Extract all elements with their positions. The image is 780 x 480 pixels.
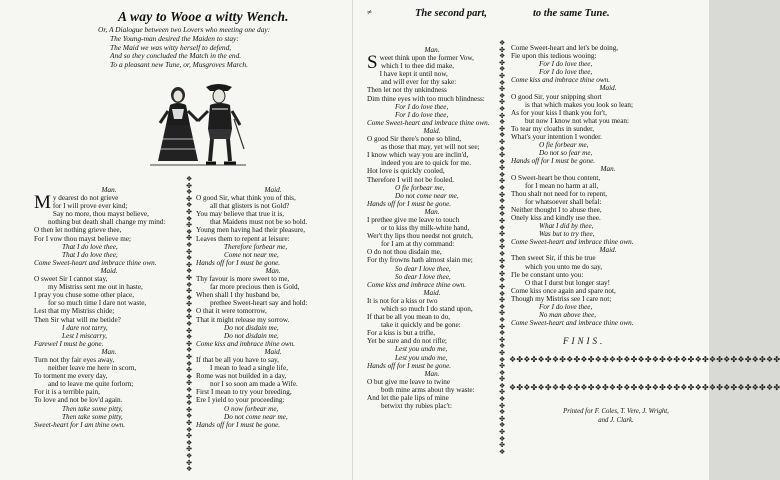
verse-line: and to leave me quite forlorn; (48, 380, 134, 389)
verse-line: What's your intention I wonder. (511, 133, 602, 142)
verse-line: Then Sir what will me betide? (34, 315, 121, 324)
verse-line: far more precious then is Gold, (210, 283, 300, 292)
subtitle-line: To a pleasant new Tune, or, Musgroves March. (110, 60, 248, 70)
verse-line: for so much time I dare not waste, (48, 299, 147, 308)
verse-line: For it is a terrible pain, (34, 388, 100, 397)
verse-line: indeed you are to quick for me. (381, 159, 472, 168)
verse-line: nothing but death shall change my mind: (48, 218, 166, 227)
verse-line: Hands off for I must be gone. (196, 258, 281, 267)
verse-line: Yet be sure and do not rifle; (367, 337, 447, 346)
verse-line: O sweet Sir I cannot stay, (34, 275, 108, 284)
right-page (353, 0, 780, 480)
verse-line: O that I durst but longer stay! (525, 278, 611, 287)
verse-line: Hands off for I must be gone. (367, 361, 452, 370)
verse-line: O fie forbear me, (395, 183, 445, 192)
verse-line: For thy frowns hath almost slain me; (367, 256, 473, 265)
verse-line: all that glisters is not Gold? (210, 202, 290, 211)
speaker-label: Man. (424, 46, 440, 54)
verse-line: Come Sweet-heart and imbrace thine own. (34, 258, 157, 267)
verse-line: What I did by thee, (539, 222, 594, 231)
verse-line: for I mean no harm at all, (525, 181, 599, 190)
speaker-label: Maid. (599, 84, 617, 93)
verse-line: If that be all you mean to do, (367, 313, 451, 322)
speaker-label: Maid. (423, 126, 441, 135)
horizontal-ornament: ❖✤❖✤❖✤❖✤❖✤❖✤❖✤❖✤❖✤❖✤❖✤❖✤❖✤❖✤❖✤❖✤❖✤❖✤❖✤ (509, 355, 780, 364)
verse-line: which I to thee did make, (381, 62, 455, 71)
ballad-title: A way to Wooe a witty Wench. (118, 9, 289, 24)
finis-label: FINIS. (563, 336, 606, 346)
verse-line: Do not so fear me, (539, 149, 593, 158)
verse-line: Hands off for I must be gone. (196, 420, 281, 429)
verse-line: Dim thine eyes with too much blindness: (367, 94, 485, 103)
verse-line: You may believe that true it is, (196, 210, 285, 219)
verse-line: Come Sweet-heart and let's be doing, (511, 44, 619, 52)
verse-line: First I mean to try your breeding, (196, 388, 292, 397)
verse-line: nor I so soon am made a Wife. (210, 380, 298, 389)
speaker-label: Maid. (599, 246, 617, 255)
verse-line: Come kiss and imbrace thine own. (367, 280, 467, 289)
verse-line: Then sweet Sir, if this be true (511, 254, 596, 263)
speaker-label: Man. (101, 186, 117, 194)
verse-line: as those that may, yet will not see; (381, 143, 480, 152)
verse-line: Then take some pitty, (62, 404, 123, 413)
left-page (0, 0, 353, 480)
verse-line: When shall I thy husband be, (196, 291, 280, 300)
verse-line: Come not near me, (224, 250, 279, 259)
verse-line: O now forbear me, (224, 404, 279, 413)
verse-line: Lest you undo me, (395, 345, 448, 354)
vertical-ornament: ❖ ✤ ❖ ✤ ❖ ✤ ❖ ✤ ❖ ✤ ❖ ✤ ❖ ✤ ❖ ✤ ❖ ✤ ❖ ✤ ❖ ✤ ❖ ✤ ❖ ✤ ❖ ✤ ❖ ✤ ❖ ✤ ❖ ✤ ❖ ✤ ❖ ✤ ❖ ✤ ❖ ✤ ❖ ✤ ❖ ✤ ❖ ✤ ❖ ✤ ❖ ✤ ❖ ✤ ❖ ✤ ❖ ✤ ❖ ✤ ❖ ✤ ❖ (499, 39, 506, 456)
verse-line: That it might release my sorrow. (196, 315, 290, 324)
verse-line: Hands off for I must be gone. (511, 157, 596, 166)
left-column-2 (196, 186, 350, 429)
verse-line: Sweet-heart for I am thine own. (34, 420, 126, 429)
right-column-2 (511, 44, 705, 327)
verse-line: neither leave me here in scorn, (48, 364, 137, 373)
tune-title: to the same Tune. (533, 8, 610, 19)
verse-line: Wer't thy lips thou needst not grutch, (367, 232, 473, 241)
verse-line: That I do love thee, (62, 250, 118, 259)
verse-line: betwixt thy rubies plac't: (381, 402, 452, 411)
speaker-label: Maid. (264, 347, 282, 356)
verse-line: For a kiss is but a trifle, (367, 329, 436, 338)
verse-line: take it quickly and be gone: (381, 321, 461, 330)
verse-line: Lest you undo me, (395, 353, 448, 362)
verse-line: Do not disdain me, (224, 331, 279, 340)
verse-line: Fie upon this tedious wooing: (511, 52, 597, 61)
verse-line: Turn not thy fair eyes away, (34, 355, 115, 364)
verse-line: Farewel I must be gone. (34, 339, 104, 348)
speaker-label: Man. (424, 207, 440, 216)
verse-line: Then let not thy unkindness (367, 86, 447, 95)
verse-line: O do not thou disdain me, (367, 248, 442, 257)
subtitle-line: The Young-man desired the Maiden to stay: (110, 33, 239, 43)
verse-line: O fie forbear me, (539, 141, 589, 150)
verse-line: I know which way you are inclin'd, (367, 151, 469, 160)
verse-line: which so much I do stand upon, (381, 305, 473, 313)
verse-line: is that which makes you look so lean; (525, 100, 633, 109)
speaker-label: Maid. (100, 266, 118, 275)
verse-line: It is not for a kiss or two (367, 296, 438, 305)
verse-line: Then take some pitty, (62, 412, 123, 421)
verse-line: Come Sweet-heart and imbrace thine own. (511, 319, 634, 328)
subtitle-line: Or, A Dialogue between two Lovers who meeting one day: (98, 25, 271, 34)
verse-line: O that it were tomorrow, (196, 307, 267, 316)
verse-line: O good Sir, your snipping short (511, 92, 602, 101)
speaker-label: Man. (600, 165, 616, 174)
verse-line: O then let nothing grieve thee, (34, 226, 122, 235)
verse-line: both mine arms about thy waste: (381, 385, 475, 394)
verse-line: Hot love is quickly cooled, (367, 167, 445, 176)
verse-line: or to kiss thy milk-white hand, (381, 224, 470, 233)
verse-line: I dare not tarry, (62, 323, 108, 332)
verse-line: Come kiss and imbrace thine own. (196, 339, 296, 348)
verse-line: Thou shalt not need for to repent, (511, 189, 608, 198)
left-column-1 (34, 186, 184, 429)
verse-line: To tear my cloaths in sunder, (511, 124, 595, 133)
verse-line: For I do love thee, (395, 110, 449, 119)
verse-line: Come kiss once again and spare not, (511, 286, 616, 295)
speaker-label: Man. (265, 266, 281, 275)
verse-line: For I vow thou mayst believe me; (34, 234, 132, 243)
subtitle-line: And so they concluded the Match in the end. (110, 51, 242, 61)
verse-line: Come Sweet-heart and imbrace thine own. (511, 238, 634, 247)
verse-line: Say no more, thou mayst believe, (52, 210, 149, 219)
verse-line: For I do love thee, (539, 68, 593, 77)
drop-cap: M (34, 192, 51, 214)
speaker-label: Maid. (423, 288, 441, 297)
verse-line: but now I know not what you mean: (525, 116, 630, 125)
verse-line: And let the pale lips of mine (367, 394, 449, 403)
verse-line: Leaves them to repent at leisure: (196, 234, 290, 243)
verse-line: my Mistriss sent me out in haste, (48, 283, 143, 292)
verse-line: As for your kiss I thank you for't, (511, 108, 607, 117)
verse-line: My dearest do not grieve (34, 192, 119, 214)
verse-line: Young men having had their pleasure, (196, 226, 306, 235)
verse-line: O good Sir, what think you of this, (196, 194, 296, 203)
verse-line: Hands off for I must be gone. (367, 199, 452, 208)
horizontal-ornament: ❖✤❖✤❖✤❖✤❖✤❖✤❖✤❖✤❖✤❖✤❖✤❖✤❖✤❖✤❖✤❖✤❖✤❖✤❖✤ (509, 383, 780, 392)
verse-line: O good Sir there's none so blind, (367, 135, 462, 144)
verse-line: That I do love thee, (62, 242, 118, 251)
corner-mark: ≠ (367, 7, 372, 17)
woodcut-illustration (148, 79, 248, 169)
verse-line: I have kept it until now, (379, 70, 448, 79)
verse-line: Do not come near me, (224, 412, 288, 421)
drop-cap: S (367, 52, 378, 74)
verse-line: Though my Mistriss see I care not; (511, 294, 612, 303)
verse-line: Do not come near me, (395, 191, 459, 200)
verse-line: I pray you chuse some other place, (34, 291, 134, 300)
second-part-title: The second part, (415, 8, 488, 19)
verse-line: Sweet think upon the former Vow, (367, 52, 474, 74)
speaker-label: Man. (424, 369, 440, 378)
verse-line: O but give me leave to twine (367, 377, 451, 386)
verse-line: prethee Sweet-heart say and hold: (210, 299, 308, 308)
verse-line: Do not disdain me, (224, 323, 279, 332)
imprint (541, 408, 691, 425)
verse-line: for whatsoever shall befal: (525, 197, 602, 206)
verse-line: Onely kiss and kindly use thee. (511, 213, 601, 222)
verse-line: Lest that my Mistriss chide; (34, 307, 115, 316)
verse-line: So dear I love thee, (395, 272, 451, 281)
verse-line: So dear I love thee, (395, 264, 451, 273)
verse-line: Thy favour is more sweet to me, (196, 275, 290, 284)
verse-line: For I do love thee, (539, 303, 593, 311)
verse-line: Therefore I will not be fooled. (367, 175, 455, 184)
verse-line: for I will prove ever kind; (52, 202, 128, 211)
right-column-1 (367, 46, 497, 410)
verse-line: I'le be constant unto you: (511, 270, 584, 279)
subtitle-line: The Maid we was witty herself to defend, (110, 42, 232, 52)
verse-line: Lest I miscarry, (62, 331, 107, 340)
verse-line: Neither thought I to abuse thee, (511, 205, 602, 214)
verse-line: Come kiss and imbrace thine own. (511, 76, 611, 85)
verse-line: O Sweet-heart be thou content, (511, 173, 601, 182)
vertical-ornament: ❖ ✤ ❖ ✤ ❖ ✤ ❖ ✤ ❖ ✤ ❖ ✤ ❖ ✤ ❖ ✤ ❖ ✤ ❖ ✤ ❖ ✤ ❖ ✤ ❖ ✤ ❖ ✤ ❖ ✤ ❖ ✤ ❖ ✤ ❖ ✤ ❖ ✤ ❖ ✤ ❖ ✤ ❖ ✤ ❖ (186, 175, 193, 474)
imprint-line: and J. Clark. (598, 416, 634, 424)
speaker-label: Maid. (264, 186, 282, 194)
verse-line: Rome was not builded in a day, (196, 372, 287, 381)
verse-line: Come Sweet-heart and imbrace thine own. (367, 118, 490, 127)
ballad-subtitle (98, 26, 270, 70)
verse-line: for I am at thy command: (381, 240, 455, 249)
verse-line: I prethee give me leave to touch (367, 215, 460, 224)
verse-line: Was but to try thee, (539, 230, 595, 239)
verse-line: that Maidens must not be so bold. (210, 218, 308, 227)
verse-line: To torment me every day, (34, 372, 108, 381)
verse-line: To love and not be lov'd again. (34, 396, 123, 405)
imprint-line: Printed for F. Coles, T. Vere, J. Wright, (563, 408, 669, 415)
verse-line: Therefore forbear me, (224, 242, 288, 251)
verse-line: No man above thee, (539, 311, 597, 320)
verse-line: For I do love thee, (395, 102, 449, 111)
verse-line: which you unto me do say, (525, 262, 602, 271)
verse-line: I mean to lead a single life, (210, 364, 289, 373)
verse-line: If that be all you have to say, (196, 355, 279, 364)
verse-line: For I do love thee, (539, 60, 593, 69)
verse-line: and will ever for thy sake: (381, 78, 457, 87)
verse-line: Ere I yield to your proceeding: (196, 396, 285, 405)
speaker-label: Man. (101, 347, 117, 356)
